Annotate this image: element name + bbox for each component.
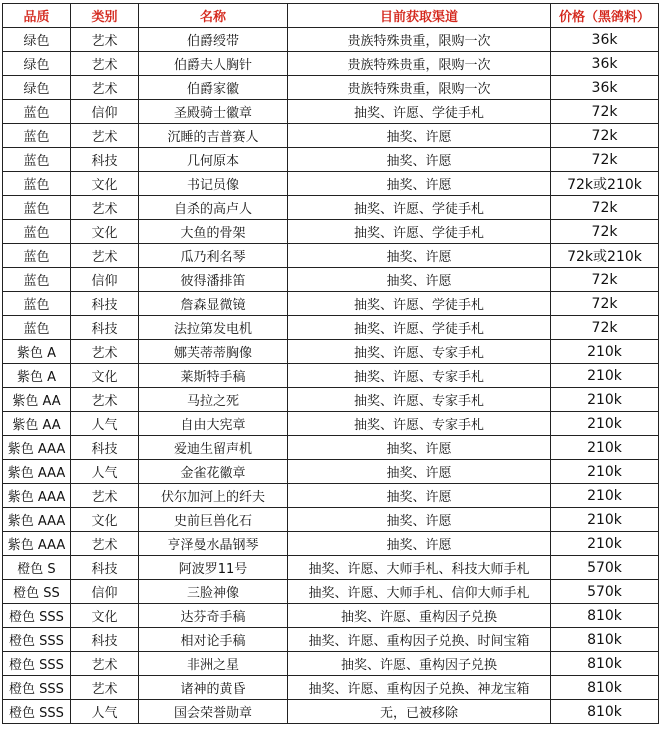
cell-category: 艺术 bbox=[71, 340, 139, 364]
header-price: 价格（黑鹆料） bbox=[551, 4, 659, 28]
cell-name: 国会荣誉勋章 bbox=[139, 700, 288, 724]
cell-source: 抽奖、许愿、学徒手札 bbox=[288, 100, 551, 124]
header-name: 名称 bbox=[139, 4, 288, 28]
header-quality: 品质 bbox=[3, 4, 71, 28]
table-row bbox=[3, 100, 659, 124]
cell-price: 72k bbox=[551, 196, 659, 220]
cell-category: 文化 bbox=[71, 220, 139, 244]
cell-source: 抽奖、许愿、学徒手札 bbox=[288, 292, 551, 316]
cell-price: 210k bbox=[551, 364, 659, 388]
cell-category: 艺术 bbox=[71, 76, 139, 100]
cell-category: 人气 bbox=[71, 412, 139, 436]
cell-quality: 蓝色 bbox=[3, 268, 71, 292]
cell-price: 72k bbox=[551, 316, 659, 340]
cell-quality: 蓝色 bbox=[3, 124, 71, 148]
cell-price: 72k或210k bbox=[551, 172, 659, 196]
cell-category: 艺术 bbox=[71, 52, 139, 76]
header-category: 类别 bbox=[71, 4, 139, 28]
table-row bbox=[3, 316, 659, 340]
cell-quality: 紫色 AAA bbox=[3, 436, 71, 460]
table-row bbox=[3, 652, 659, 676]
cell-name: 瓜乃利名琴 bbox=[139, 244, 288, 268]
cell-quality: 蓝色 bbox=[3, 100, 71, 124]
table-row bbox=[3, 580, 659, 604]
cell-category: 文化 bbox=[71, 364, 139, 388]
cell-price: 210k bbox=[551, 484, 659, 508]
cell-category: 科技 bbox=[71, 628, 139, 652]
cell-price: 210k bbox=[551, 532, 659, 556]
cell-quality: 蓝色 bbox=[3, 172, 71, 196]
cell-price: 72k bbox=[551, 268, 659, 292]
cell-category: 信仰 bbox=[71, 268, 139, 292]
cell-price: 210k bbox=[551, 508, 659, 532]
cell-source: 抽奖、许愿 bbox=[288, 148, 551, 172]
cell-name: 伏尔加河上的纤夫 bbox=[139, 484, 288, 508]
cell-name: 自由大宪章 bbox=[139, 412, 288, 436]
table-row bbox=[3, 196, 659, 220]
cell-quality: 橙色 SS bbox=[3, 580, 71, 604]
cell-source: 抽奖、许愿 bbox=[288, 508, 551, 532]
cell-source: 抽奖、许愿 bbox=[288, 268, 551, 292]
cell-name: 诸神的黄昏 bbox=[139, 676, 288, 700]
cell-category: 信仰 bbox=[71, 580, 139, 604]
cell-name: 大鱼的骨架 bbox=[139, 220, 288, 244]
cell-quality: 橙色 SSS bbox=[3, 604, 71, 628]
cell-quality: 绿色 bbox=[3, 76, 71, 100]
cell-name: 自杀的高卢人 bbox=[139, 196, 288, 220]
cell-source: 抽奖、许愿 bbox=[288, 484, 551, 508]
cell-name: 伯爵绶带 bbox=[139, 28, 288, 52]
cell-name: 伯爵家徽 bbox=[139, 76, 288, 100]
cell-name: 几何原本 bbox=[139, 148, 288, 172]
cell-quality: 绿色 bbox=[3, 28, 71, 52]
item-table-container bbox=[2, 3, 659, 724]
cell-price: 210k bbox=[551, 340, 659, 364]
cell-price: 72k bbox=[551, 124, 659, 148]
table-row bbox=[3, 244, 659, 268]
table-row bbox=[3, 292, 659, 316]
cell-name: 法拉第发电机 bbox=[139, 316, 288, 340]
cell-source: 抽奖、许愿、重构因子兑换 bbox=[288, 652, 551, 676]
cell-price: 810k bbox=[551, 652, 659, 676]
cell-category: 科技 bbox=[71, 148, 139, 172]
cell-price: 210k bbox=[551, 412, 659, 436]
cell-name: 相对论手稿 bbox=[139, 628, 288, 652]
cell-quality: 蓝色 bbox=[3, 196, 71, 220]
cell-source: 无，已被移除 bbox=[288, 700, 551, 724]
cell-category: 艺术 bbox=[71, 676, 139, 700]
item-price-table bbox=[2, 3, 659, 724]
cell-name: 莱斯特手稿 bbox=[139, 364, 288, 388]
cell-price: 570k bbox=[551, 556, 659, 580]
cell-source: 抽奖、许愿、学徒手札 bbox=[288, 316, 551, 340]
cell-category: 艺术 bbox=[71, 532, 139, 556]
table-row bbox=[3, 460, 659, 484]
cell-price: 36k bbox=[551, 52, 659, 76]
cell-quality: 紫色 A bbox=[3, 340, 71, 364]
cell-quality: 紫色 AA bbox=[3, 412, 71, 436]
cell-category: 科技 bbox=[71, 556, 139, 580]
cell-name: 史前巨兽化石 bbox=[139, 508, 288, 532]
cell-price: 570k bbox=[551, 580, 659, 604]
cell-name: 伯爵夫人胸针 bbox=[139, 52, 288, 76]
cell-category: 信仰 bbox=[71, 100, 139, 124]
table-row bbox=[3, 52, 659, 76]
cell-name: 彼得潘排笛 bbox=[139, 268, 288, 292]
cell-name: 达芬奇手稿 bbox=[139, 604, 288, 628]
cell-source: 抽奖、许愿、重构因子兑换、神龙宝箱 bbox=[288, 676, 551, 700]
cell-quality: 蓝色 bbox=[3, 220, 71, 244]
table-row bbox=[3, 700, 659, 724]
cell-category: 艺术 bbox=[71, 652, 139, 676]
cell-name: 非洲之星 bbox=[139, 652, 288, 676]
table-row bbox=[3, 364, 659, 388]
cell-price: 72k或210k bbox=[551, 244, 659, 268]
cell-name: 金雀花徽章 bbox=[139, 460, 288, 484]
table-row bbox=[3, 220, 659, 244]
table-row bbox=[3, 340, 659, 364]
cell-source: 抽奖、许愿、专家手札 bbox=[288, 364, 551, 388]
cell-source: 抽奖、许愿、重构因子兑换 bbox=[288, 604, 551, 628]
cell-source: 贵族特殊贵重，限购一次 bbox=[288, 76, 551, 100]
cell-source: 贵族特殊贵重，限购一次 bbox=[288, 28, 551, 52]
cell-quality: 蓝色 bbox=[3, 244, 71, 268]
cell-source: 抽奖、许愿 bbox=[288, 436, 551, 460]
cell-category: 艺术 bbox=[71, 388, 139, 412]
cell-quality: 橙色 SSS bbox=[3, 628, 71, 652]
cell-name: 爱迪生留声机 bbox=[139, 436, 288, 460]
cell-name: 圣殿骑士徽章 bbox=[139, 100, 288, 124]
cell-price: 210k bbox=[551, 460, 659, 484]
cell-name: 娜芙蒂蒂胸像 bbox=[139, 340, 288, 364]
cell-source: 抽奖、许愿 bbox=[288, 124, 551, 148]
cell-quality: 橙色 SSS bbox=[3, 676, 71, 700]
table-row bbox=[3, 412, 659, 436]
cell-price: 72k bbox=[551, 220, 659, 244]
cell-category: 艺术 bbox=[71, 124, 139, 148]
cell-category: 文化 bbox=[71, 604, 139, 628]
cell-category: 科技 bbox=[71, 436, 139, 460]
cell-quality: 紫色 AA bbox=[3, 388, 71, 412]
cell-name: 书记员像 bbox=[139, 172, 288, 196]
cell-category: 人气 bbox=[71, 460, 139, 484]
cell-price: 810k bbox=[551, 604, 659, 628]
table-row bbox=[3, 436, 659, 460]
cell-category: 文化 bbox=[71, 508, 139, 532]
cell-quality: 蓝色 bbox=[3, 148, 71, 172]
cell-category: 科技 bbox=[71, 316, 139, 340]
cell-category: 艺术 bbox=[71, 196, 139, 220]
cell-source: 抽奖、许愿 bbox=[288, 172, 551, 196]
table-row bbox=[3, 604, 659, 628]
cell-quality: 紫色 AAA bbox=[3, 460, 71, 484]
cell-category: 科技 bbox=[71, 292, 139, 316]
cell-source: 抽奖、许愿、学徒手札 bbox=[288, 196, 551, 220]
cell-category: 艺术 bbox=[71, 484, 139, 508]
cell-price: 810k bbox=[551, 676, 659, 700]
cell-price: 810k bbox=[551, 700, 659, 724]
table-row bbox=[3, 148, 659, 172]
table-row bbox=[3, 628, 659, 652]
cell-name: 詹森显微镜 bbox=[139, 292, 288, 316]
cell-price: 72k bbox=[551, 292, 659, 316]
table-row bbox=[3, 556, 659, 580]
cell-quality: 紫色 AAA bbox=[3, 508, 71, 532]
cell-source: 抽奖、许愿、大师手札、科技大师手札 bbox=[288, 556, 551, 580]
cell-quality: 绿色 bbox=[3, 52, 71, 76]
cell-category: 人气 bbox=[71, 700, 139, 724]
cell-price: 36k bbox=[551, 28, 659, 52]
table-row bbox=[3, 532, 659, 556]
cell-price: 210k bbox=[551, 388, 659, 412]
cell-source: 抽奖、许愿、专家手札 bbox=[288, 340, 551, 364]
cell-source: 抽奖、许愿 bbox=[288, 460, 551, 484]
cell-source: 抽奖、许愿、重构因子兑换、时间宝箱 bbox=[288, 628, 551, 652]
cell-category: 艺术 bbox=[71, 28, 139, 52]
cell-name: 阿波罗11号 bbox=[139, 556, 288, 580]
cell-price: 36k bbox=[551, 76, 659, 100]
table-row bbox=[3, 268, 659, 292]
cell-quality: 紫色 AAA bbox=[3, 532, 71, 556]
cell-category: 文化 bbox=[71, 172, 139, 196]
table-row bbox=[3, 388, 659, 412]
table-row bbox=[3, 508, 659, 532]
cell-price: 210k bbox=[551, 436, 659, 460]
table-row bbox=[3, 484, 659, 508]
cell-price: 72k bbox=[551, 148, 659, 172]
cell-source: 抽奖、许愿、专家手札 bbox=[288, 388, 551, 412]
cell-quality: 蓝色 bbox=[3, 316, 71, 340]
cell-quality: 蓝色 bbox=[3, 292, 71, 316]
table-row bbox=[3, 28, 659, 52]
cell-quality: 橙色 SSS bbox=[3, 652, 71, 676]
cell-quality: 紫色 AAA bbox=[3, 484, 71, 508]
cell-source: 贵族特殊贵重，限购一次 bbox=[288, 52, 551, 76]
cell-price: 72k bbox=[551, 100, 659, 124]
cell-source: 抽奖、许愿 bbox=[288, 244, 551, 268]
table-row bbox=[3, 172, 659, 196]
cell-quality: 紫色 A bbox=[3, 364, 71, 388]
cell-quality: 橙色 S bbox=[3, 556, 71, 580]
cell-name: 沉睡的吉普赛人 bbox=[139, 124, 288, 148]
cell-source: 抽奖、许愿、学徒手札 bbox=[288, 220, 551, 244]
cell-quality: 橙色 SSS bbox=[3, 700, 71, 724]
table-row bbox=[3, 76, 659, 100]
cell-source: 抽奖、许愿、专家手札 bbox=[288, 412, 551, 436]
header-source: 目前获取渠道 bbox=[288, 4, 551, 28]
cell-price: 810k bbox=[551, 628, 659, 652]
table-body bbox=[3, 28, 659, 724]
cell-source: 抽奖、许愿 bbox=[288, 532, 551, 556]
table-row bbox=[3, 676, 659, 700]
table-row bbox=[3, 124, 659, 148]
table-header-row bbox=[3, 4, 659, 28]
cell-name: 亨泽曼水晶钢琴 bbox=[139, 532, 288, 556]
cell-category: 艺术 bbox=[71, 244, 139, 268]
cell-name: 三脸神像 bbox=[139, 580, 288, 604]
cell-source: 抽奖、许愿、大师手札、信仰大师手札 bbox=[288, 580, 551, 604]
cell-name: 马拉之死 bbox=[139, 388, 288, 412]
